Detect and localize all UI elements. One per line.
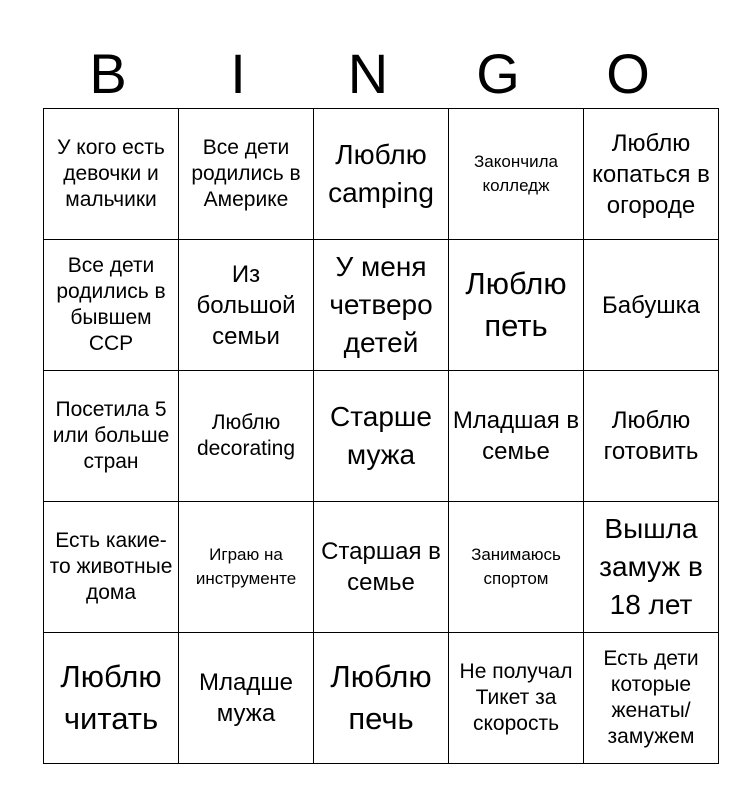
- bingo-cell[interactable]: [179, 502, 314, 633]
- header-letter-b: B: [89, 42, 127, 105]
- bingo-cell[interactable]: [179, 240, 314, 371]
- cell-text: Все дети родились в бывшем ССР: [56, 254, 166, 355]
- bingo-cell[interactable]: [314, 633, 449, 764]
- bingo-cell[interactable]: [584, 502, 719, 633]
- bingo-cell[interactable]: [44, 502, 179, 633]
- cell-text: Младше мужа: [199, 669, 293, 727]
- bingo-cell[interactable]: [449, 109, 584, 240]
- bingo-cell[interactable]: [584, 371, 719, 502]
- cell-text: Не получал Тикет за скорость: [459, 660, 573, 735]
- board-row: [44, 371, 719, 502]
- cell-text: Есть какие-то животные дома: [49, 529, 173, 604]
- cell-text: Старше мужа: [330, 401, 432, 470]
- bingo-cell[interactable]: [314, 240, 449, 371]
- cell-text: Люблю петь: [465, 266, 567, 343]
- cell-text: Закончила колледж: [474, 152, 558, 195]
- cell-text: Занимаюсь спортом: [471, 545, 561, 588]
- header-letter-g: G: [476, 42, 520, 105]
- bingo-header: [43, 40, 693, 108]
- header-letter-i: I: [230, 42, 246, 105]
- cell-text: Младшая в семье: [452, 407, 580, 465]
- cell-text: Есть дети которые женаты/ замужем: [603, 647, 699, 748]
- board-row: [44, 633, 719, 764]
- bingo-cell[interactable]: [44, 371, 179, 502]
- bingo-cell[interactable]: [179, 371, 314, 502]
- bingo-cell[interactable]: [314, 371, 449, 502]
- cell-text: У меня четверо детей: [329, 251, 433, 358]
- bingo-cell[interactable]: [314, 109, 449, 240]
- bingo-cell[interactable]: [44, 240, 179, 371]
- board-row: [44, 240, 719, 371]
- cell-text: Все дети родились в Америке: [191, 136, 301, 211]
- cell-text: Старшая в семье: [321, 538, 441, 596]
- bingo-cell[interactable]: [449, 371, 584, 502]
- cell-text: Люблю camping: [328, 139, 434, 208]
- cell-text: Люблю печь: [330, 659, 432, 736]
- bingo-cell[interactable]: [584, 109, 719, 240]
- bingo-cell[interactable]: [44, 109, 179, 240]
- cell-text: Играю на инструменте: [195, 545, 297, 588]
- board-row: [44, 502, 719, 633]
- board-row: [44, 109, 719, 240]
- cell-text: Бабушка: [602, 291, 700, 319]
- bingo-cell[interactable]: [449, 240, 584, 371]
- bingo-cell[interactable]: [44, 633, 179, 764]
- bingo-cell[interactable]: [314, 502, 449, 633]
- bingo-cell[interactable]: [584, 240, 719, 371]
- cell-text: Из большой семьи: [196, 260, 296, 350]
- bingo-cell[interactable]: [449, 502, 584, 633]
- bingo-cell[interactable]: [584, 633, 719, 764]
- header-letter-o: O: [606, 42, 650, 105]
- bingo-board: [43, 108, 719, 764]
- cell-text: Вышла замуж в 18 лет: [599, 513, 703, 620]
- bingo-cell[interactable]: [179, 109, 314, 240]
- cell-text: Люблю копаться в огороде: [592, 129, 710, 219]
- cell-text: Люблю готовить: [603, 407, 699, 465]
- bingo-cell[interactable]: [179, 633, 314, 764]
- cell-text: Люблю читать: [60, 659, 162, 736]
- cell-text: Люблю decorating: [196, 411, 296, 460]
- bingo-cell[interactable]: [449, 633, 584, 764]
- cell-text: Посетила 5 или больше стран: [52, 398, 170, 473]
- cell-text: У кого есть девочки и мальчики: [57, 136, 165, 211]
- header-letter-n: N: [347, 42, 389, 105]
